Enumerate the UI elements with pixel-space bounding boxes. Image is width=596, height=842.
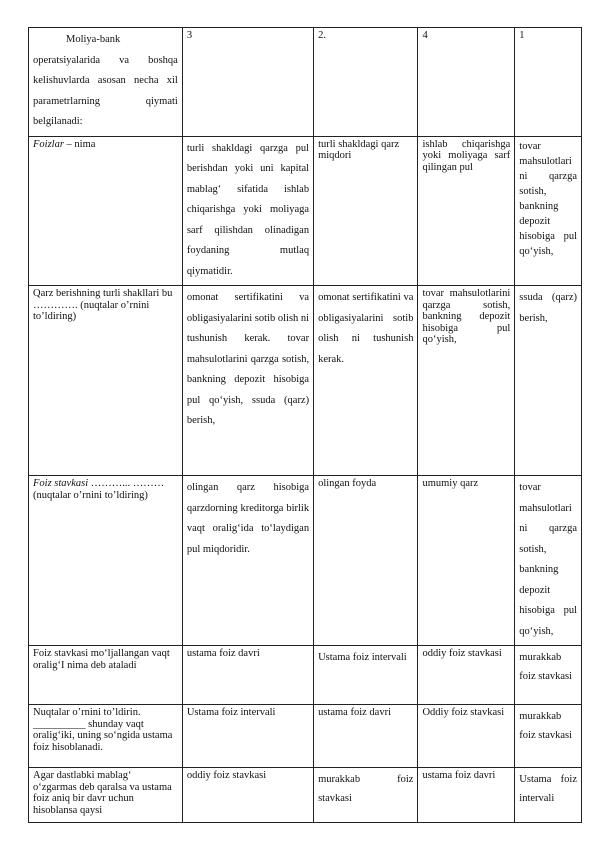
option-cell: ustama foiz davri xyxy=(182,646,313,705)
question-text: – nima xyxy=(63,138,96,150)
question-text: Moliya-bank operatsiyalarida va boshqa kelishuvlarda asosan necha xil parametrlarning qiymati belgilanadi: xyxy=(33,34,178,127)
table-row xyxy=(29,476,582,646)
table-row xyxy=(29,646,582,705)
option-cell: oddiy foiz stavkasi xyxy=(418,646,515,705)
question-text: ………... ………(nuqtalar o’rnini to’ldiring) xyxy=(33,478,165,501)
question-cell xyxy=(29,476,183,646)
option-cell: tovar mahsulotlarini qarzga sotish, bankning depozit hisobiga pul qo‘yish, xyxy=(515,136,582,286)
option-cell: Ustama foiz intervali xyxy=(314,646,418,705)
table-row xyxy=(29,705,582,768)
option-cell: olingan foyda xyxy=(314,476,418,646)
table-row xyxy=(29,768,582,823)
option-cell: olingan qarz hisobiga qarzdorning kreditorga birlik vaqt oralig‘ida to‘laydigan pul miqdoridir. xyxy=(182,476,313,646)
quiz-table xyxy=(28,27,582,823)
question-term: Foizlar xyxy=(33,138,64,150)
option-cell: murakkab foiz stavkasi xyxy=(314,768,418,823)
option-cell: 3 xyxy=(182,28,313,137)
question-cell: Qarz berishning turli shakllari bu …………. (nuqtalar o’rnini to’ldiring) xyxy=(29,286,183,476)
option-cell: ustama foiz davri xyxy=(418,768,515,823)
option-cell: Oddiy foiz stavkasi xyxy=(418,705,515,768)
option-cell: Ustama foiz intervali xyxy=(515,768,582,823)
option-cell: murakkab foiz stavkasi xyxy=(515,646,582,705)
table-row xyxy=(29,286,582,476)
option-cell: tovar mahsulotlarini qarzga sotish, bankning depozit hisobiga pul qo‘yish, xyxy=(418,286,515,476)
option-cell: 1 xyxy=(515,28,582,137)
option-cell: ustama foiz davri xyxy=(314,705,418,768)
option-cell: 2. xyxy=(314,28,418,137)
option-cell: umumiy qarz xyxy=(418,476,515,646)
question-cell: Nuqtalar o’rnini to’ldirin. __________ shunday vaqt oralig‘iki, uning so‘ngida ustama foiz hisoblanadi. xyxy=(29,705,183,768)
option-cell: Ustama foiz intervali xyxy=(182,705,313,768)
option-cell: murakkab foiz stavkasi xyxy=(515,705,582,768)
question-cell xyxy=(29,28,183,137)
question-cell: Agar dastlabki mablag‘ o‘zgarmas deb qaralsa va ustama foiz aniq bir davr uchun hisoblansa qaysi xyxy=(29,768,183,823)
question-cell: Foiz stavkasi mo‘ljallangan vaqt oralig‘I nima deb ataladi xyxy=(29,646,183,705)
option-cell: ssuda (qarz) berish, xyxy=(515,286,582,476)
option-cell: turli shakldagi qarzga pul berishdan yoki uni kapital mablag‘ sifatida ishlab chiqarishga yoki moliyaga sarf qilishdan olinadigan foydaning mutlaq qiymatidir. xyxy=(182,136,313,286)
option-cell: omonat sertifikatini va obligasiyalarini sotib olish ni tushunish kerak. tovar mahsulotlarini qarzga sotish, bankning depozit hisobiga pul qo‘yish, ssuda (qarz) berish, xyxy=(182,286,313,476)
question-term: Foiz stavkasi xyxy=(33,478,89,489)
option-cell: ishlab chiqarishga yoki moliyaga sarf qilingan pul xyxy=(418,136,515,286)
option-cell: tovar mahsulotlarini qarzga sotish, bankning depozit hisobiga pul qo‘yish, xyxy=(515,476,582,646)
table-row xyxy=(29,136,582,286)
option-cell: turli shakldagi qarz miqdori xyxy=(314,136,418,286)
option-cell: 4 xyxy=(418,28,515,137)
option-cell: omonat sertifikatini va obligasiyalarini sotib olish ni tushunish kerak. xyxy=(314,286,418,476)
option-cell: oddiy foiz stavkasi xyxy=(182,768,313,823)
question-cell xyxy=(29,136,183,286)
table-row xyxy=(29,28,582,137)
